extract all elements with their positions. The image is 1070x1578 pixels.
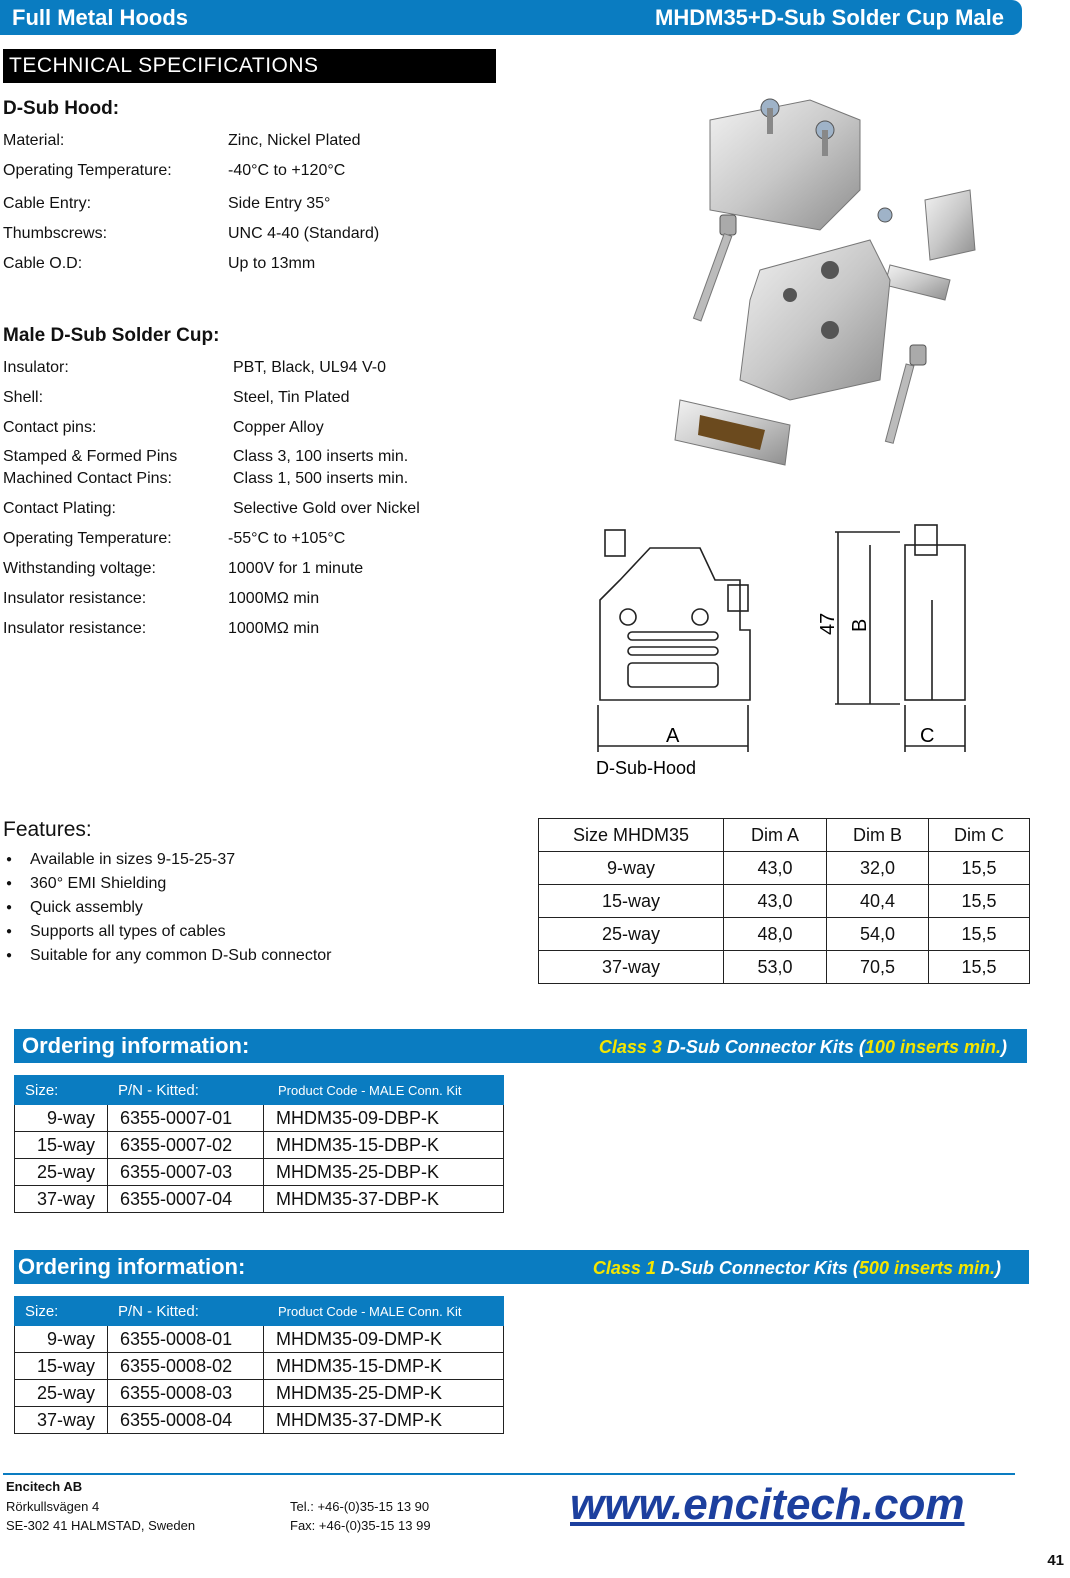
table-cell: MHDM35-37-DBP-K: [264, 1186, 504, 1213]
table-cell: 48,0: [724, 918, 827, 951]
spec-value: PBT, Black, UL94 V-0: [233, 359, 386, 376]
screw-icon: [692, 609, 708, 625]
spec-key: Cable O.D:: [3, 255, 83, 272]
hood-drawing: [590, 520, 970, 790]
spec-row: [3, 162, 483, 184]
hood-hole: [821, 321, 839, 339]
dim-47-label: 47: [817, 612, 839, 635]
header-banner: [0, 0, 1022, 35]
table-row: [15, 1407, 504, 1434]
table-header: Size:: [15, 1297, 108, 1326]
feature-text: Available in sizes 9-15-25-37: [30, 851, 236, 868]
table-cell: 25-way: [15, 1380, 108, 1407]
table-header: P/N - Kitted:: [108, 1076, 264, 1105]
table-cell: 40,4: [827, 885, 929, 918]
table-row: [15, 1380, 504, 1407]
features-title: Features:: [3, 818, 92, 841]
spec-row: [3, 195, 483, 217]
table-cell: 37-way: [15, 1407, 108, 1434]
table-cell: 53,0: [724, 951, 827, 984]
thumbscrew-shaft: [885, 364, 913, 443]
subtitle-close: ): [1001, 1037, 1007, 1057]
table-cell: 6355-0008-01: [108, 1326, 264, 1353]
class-label: Class 3: [598, 1037, 662, 1057]
bullet-icon: ●: [6, 878, 13, 890]
spec-value: Up to 13mm: [228, 255, 316, 272]
ordering-subtitle: [593, 1258, 1001, 1279]
table-cell: 9-way: [15, 1105, 108, 1132]
ordering-table-class1: [14, 1296, 504, 1434]
spec-value: -55°C to +105°C: [228, 530, 346, 547]
clamp-plate: [885, 265, 950, 300]
table-cell: 6355-0008-04: [108, 1407, 264, 1434]
hood-section-title: D-Sub Hood:: [3, 98, 120, 119]
spec-row: [3, 590, 483, 612]
table-cell: 37-way: [539, 951, 724, 984]
feature-text: Suitable for any common D-Sub connector: [30, 947, 332, 964]
dimension-table: [538, 818, 1030, 984]
tech-spec-title: TECHNICAL SPECIFICATIONS: [9, 54, 319, 77]
inserts-label: 500 inserts min.: [858, 1258, 995, 1278]
thumbscrew-outline: [605, 530, 625, 556]
table-row: [15, 1186, 504, 1213]
table-row: [15, 1353, 504, 1380]
spec-key: Thumbscrews:: [3, 225, 108, 242]
class-label: Class 1: [592, 1258, 656, 1278]
spec-row: [3, 225, 483, 247]
spec-key: Operating Temperature:: [3, 530, 172, 547]
table-cell: MHDM35-15-DMP-K: [264, 1353, 504, 1380]
hood-hole: [783, 288, 797, 302]
spec-row: [3, 359, 483, 381]
thumbscrew-icon: [720, 215, 736, 235]
table-cell: 6355-0008-02: [108, 1353, 264, 1380]
table-row: [15, 1326, 504, 1353]
spec-key: Shell:: [3, 389, 44, 406]
table-cell: 15-way: [15, 1353, 108, 1380]
table-cell: 43,0: [724, 885, 827, 918]
feature-item: [6, 899, 143, 917]
thumbscrew-icon: [910, 345, 926, 365]
table-cell: 9-way: [539, 852, 724, 885]
table-cell: MHDM35-09-DMP-K: [264, 1326, 504, 1353]
header-category: Full Metal Hoods: [12, 5, 188, 30]
spec-value: Selective Gold over Nickel: [233, 500, 420, 517]
hood-outline: [600, 548, 750, 700]
spec-value: Class 3, 100 inserts min.: [233, 448, 409, 465]
inserts-label: 100 inserts min.: [864, 1037, 1001, 1057]
cup-section-title: Male D-Sub Solder Cup:: [3, 325, 220, 346]
spec-value: -40°C to +120°C: [228, 162, 346, 179]
footer-tel: Tel.: +46-(0)35-15 13 90: [290, 1499, 430, 1514]
drawing-caption: D-Sub-Hood: [596, 758, 697, 778]
screw-icon: [620, 609, 636, 625]
ordering-table-class3: [14, 1075, 504, 1213]
spec-key: Insulator resistance:: [3, 620, 147, 637]
table-header-row: [15, 1076, 504, 1105]
table-cell: 15,5: [929, 951, 1030, 984]
footer-city: SE-302 41 HALMSTAD, Sweden: [6, 1518, 196, 1533]
side-view-outline: [905, 545, 965, 700]
screw-shaft: [822, 130, 828, 156]
table-row: [15, 1132, 504, 1159]
spec-value: UNC 4-40 (Standard): [228, 225, 380, 242]
feature-item: [6, 851, 235, 869]
footer-fax: Fax: +46-(0)35-15 13 99: [290, 1518, 431, 1533]
feature-text: 360° EMI Shielding: [30, 875, 167, 892]
thumbscrew-outline: [728, 585, 748, 611]
table-cell: 54,0: [827, 918, 929, 951]
table-row: [15, 1159, 504, 1186]
spec-value: 1000MΩ min: [228, 590, 320, 607]
spec-row: [3, 500, 483, 522]
footer-street: Rörkullsvägen 4: [6, 1499, 100, 1514]
table-cell: 15,5: [929, 885, 1030, 918]
bullet-icon: ●: [6, 902, 13, 914]
table-cell: 25-way: [15, 1159, 108, 1186]
table-cell: 37-way: [15, 1186, 108, 1213]
table-cell: 15,5: [929, 918, 1030, 951]
spec-row: [3, 132, 483, 154]
page-number: 41: [1047, 1552, 1064, 1569]
spec-key: Withstanding voltage:: [3, 560, 156, 577]
subtitle-text: D-Sub Connector Kits (: [661, 1037, 865, 1057]
table-cell: 15-way: [539, 885, 724, 918]
spec-key: Material:: [3, 132, 65, 149]
spec-row: [3, 255, 483, 277]
spec-key: Operating Temperature:: [3, 162, 172, 179]
bullet-icon: ●: [6, 950, 13, 962]
spec-key: Stamped & Formed Pins: [3, 448, 178, 465]
spec-value: 1000V for 1 minute: [228, 560, 364, 577]
ordering-title: Ordering information:: [22, 1033, 250, 1058]
screw-shaft: [767, 108, 773, 134]
table-header: P/N - Kitted:: [108, 1297, 264, 1326]
spec-key: Machined Contact Pins:: [3, 470, 172, 487]
table-header: Size MHDM35: [539, 819, 724, 852]
table-header: Size:: [15, 1076, 108, 1105]
table-cell: 25-way: [539, 918, 724, 951]
table-header: Dim B: [827, 819, 929, 852]
table-row: [539, 951, 1030, 984]
table-cell: 15,5: [929, 852, 1030, 885]
bullet-icon: ●: [6, 854, 13, 866]
spec-value: Zinc, Nickel Plated: [228, 132, 361, 149]
table-row: [539, 852, 1030, 885]
spec-row: [3, 470, 483, 492]
feature-item: [6, 947, 331, 965]
table-header: Product Code - MALE Conn. Kit: [264, 1297, 504, 1326]
product-photo: [670, 80, 1000, 480]
subtitle-close: ): [995, 1258, 1001, 1278]
spec-value: 1000MΩ min: [228, 620, 320, 637]
table-cell: 43,0: [724, 852, 827, 885]
spec-key: Cable Entry:: [3, 195, 92, 212]
thumbscrew-outline: [915, 525, 937, 555]
table-header: Dim C: [929, 819, 1030, 852]
table-cell: MHDM35-09-DBP-K: [264, 1105, 504, 1132]
spec-key: Insulator:: [3, 359, 69, 376]
spec-key: Insulator resistance:: [3, 590, 147, 607]
spec-row: [3, 419, 483, 441]
hood-hole: [821, 261, 839, 279]
table-cell: 32,0: [827, 852, 929, 885]
table-header: Product Code - MALE Conn. Kit: [264, 1076, 504, 1105]
table-cell: 70,5: [827, 951, 929, 984]
table-header-row: [15, 1297, 504, 1326]
spec-key: Contact Plating:: [3, 500, 116, 517]
bullet-icon: ●: [6, 926, 13, 938]
spec-row: [3, 448, 483, 470]
table-row: [15, 1105, 504, 1132]
table-header: Dim A: [724, 819, 827, 852]
table-cell: 6355-0007-03: [108, 1159, 264, 1186]
dim-c-label: C: [920, 725, 935, 747]
feature-item: [6, 875, 166, 893]
dim-a-label: A: [666, 725, 680, 747]
ordering-bar-class1: [14, 1250, 1029, 1284]
spec-key: Contact pins:: [3, 419, 97, 436]
thumbscrew-shaft: [693, 234, 731, 321]
spec-value: Steel, Tin Plated: [233, 389, 350, 406]
table-cell: 6355-0008-03: [108, 1380, 264, 1407]
feature-text: Quick assembly: [30, 899, 143, 916]
spec-row: [3, 530, 483, 552]
spec-value: Class 1, 500 inserts min.: [233, 470, 409, 487]
footer-company: Encitech AB: [6, 1479, 83, 1494]
table-cell: 9-way: [15, 1326, 108, 1353]
ordering-subtitle: [599, 1037, 1007, 1058]
table-cell: MHDM35-25-DBP-K: [264, 1159, 504, 1186]
screw-icon: [878, 208, 892, 222]
table-cell: MHDM35-15-DBP-K: [264, 1132, 504, 1159]
connector-window: [628, 663, 718, 687]
vent-slot: [628, 647, 718, 655]
table-row: [539, 918, 1030, 951]
ordering-bar-class3: [14, 1029, 1027, 1063]
table-cell: 6355-0007-02: [108, 1132, 264, 1159]
spec-row: [3, 620, 483, 642]
hood-bottom-shell: [740, 240, 890, 400]
table-cell: 6355-0007-04: [108, 1186, 264, 1213]
vent-slot: [628, 632, 718, 640]
spec-row: [3, 389, 483, 411]
spec-row: [3, 560, 483, 582]
dim-b-label: B: [849, 618, 871, 632]
table-row: [539, 885, 1030, 918]
table-cell: 6355-0007-01: [108, 1105, 264, 1132]
table-header-row: [539, 819, 1030, 852]
spec-value: Side Entry 35°: [228, 195, 331, 212]
subtitle-text: D-Sub Connector Kits (: [655, 1258, 859, 1278]
hood-top-shell: [710, 100, 860, 230]
feature-text: Supports all types of cables: [30, 923, 226, 940]
ordering-title: Ordering information:: [18, 1254, 246, 1279]
header-product: MHDM35+D-Sub Solder Cup Male: [655, 5, 1004, 30]
spec-value: Copper Alloy: [233, 419, 324, 436]
table-cell: MHDM35-37-DMP-K: [264, 1407, 504, 1434]
website-link[interactable]: www.encitech.com: [570, 1480, 965, 1529]
table-cell: MHDM35-25-DMP-K: [264, 1380, 504, 1407]
footer-divider: [3, 1473, 1015, 1475]
cable-clamp: [925, 190, 975, 260]
tech-spec-bar: [3, 49, 496, 83]
feature-item: [6, 923, 226, 941]
table-cell: 15-way: [15, 1132, 108, 1159]
